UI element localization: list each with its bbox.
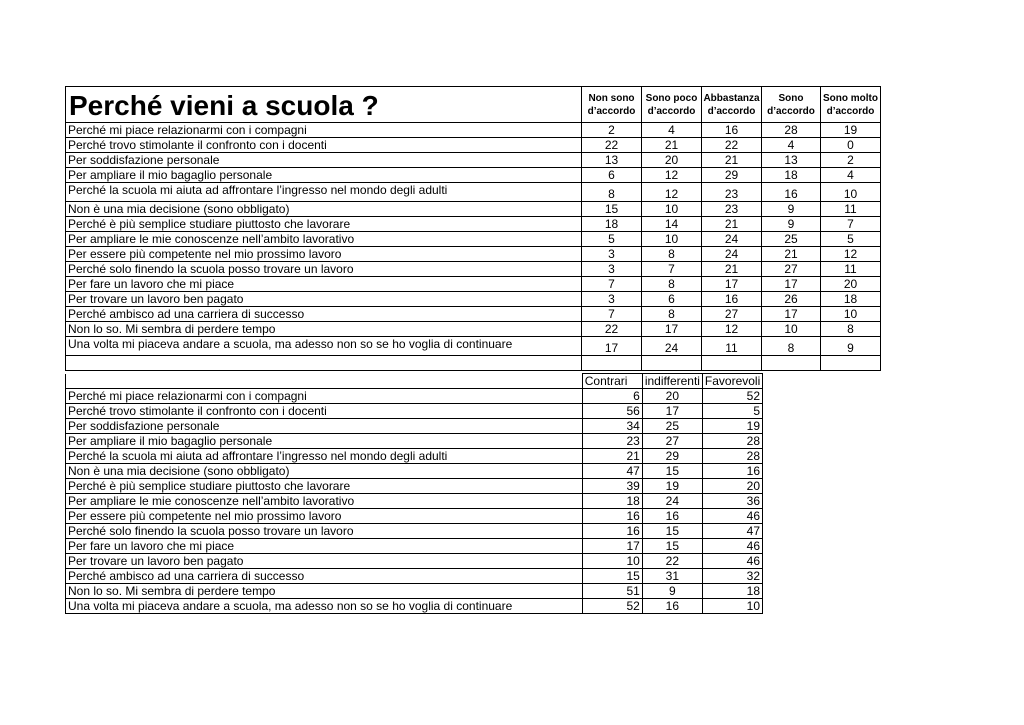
cell-value: 12 [642, 183, 702, 202]
cell-value: 18 [821, 292, 881, 307]
cell-value: 7 [582, 307, 642, 322]
empty-cell [762, 356, 821, 371]
cell-value: 23 [702, 183, 762, 202]
page-title: Perché vieni a scuola ? [66, 87, 582, 123]
summary-cell-value: 47 [702, 524, 762, 539]
table-row [66, 168, 881, 183]
summary-cell-value: 16 [582, 524, 642, 539]
blank-row [66, 356, 881, 371]
table-row [66, 232, 881, 247]
summary-cell-value: 23 [582, 434, 642, 449]
empty-cell [702, 356, 762, 371]
table-row [66, 322, 881, 337]
cell-value: 22 [702, 138, 762, 153]
column-header: Sono poco d’accordo [642, 87, 702, 123]
summary-cell-value: 51 [582, 584, 642, 599]
row-label: Per fare un lavoro che mi piace [66, 277, 582, 292]
cell-value: 0 [821, 138, 881, 153]
table-row [66, 277, 881, 292]
cell-value: 18 [762, 168, 821, 183]
row-label: Per soddisfazione personale [66, 153, 582, 168]
summary-cell-value: 28 [702, 449, 762, 464]
row-label: Non lo so. Mi sembra di perdere tempo [66, 322, 582, 337]
cell-value: 26 [762, 292, 821, 307]
summary-row [66, 494, 763, 509]
cell-value: 17 [702, 277, 762, 292]
table-row [66, 292, 881, 307]
summary-cell-value: 39 [582, 479, 642, 494]
summary-row [66, 509, 763, 524]
cell-value: 8 [642, 277, 702, 292]
summary-cell-value: 46 [702, 554, 762, 569]
summary-cell-value: 16 [582, 509, 642, 524]
summary-row [66, 449, 763, 464]
summary-table [65, 373, 763, 614]
summary-cell-value: 15 [642, 524, 702, 539]
summary-cell-value: 36 [702, 494, 762, 509]
summary-row [66, 524, 763, 539]
column-header: Sono molto d’accordo [821, 87, 881, 123]
table-row [66, 307, 881, 322]
summary-cell-value: 15 [642, 539, 702, 554]
summary-row [66, 584, 763, 599]
row-label: Per ampliare il mio bagaglio personale [66, 168, 582, 183]
summary-column-header: indifferenti [642, 374, 702, 389]
cell-value: 6 [642, 292, 702, 307]
column-header: Sono d’accordo [762, 87, 821, 123]
cell-value: 8 [642, 307, 702, 322]
summary-cell-value: 47 [582, 464, 642, 479]
cell-value: 10 [821, 183, 881, 202]
summary-cell-value: 10 [582, 554, 642, 569]
summary-row [66, 404, 763, 419]
summary-cell-value: 52 [582, 599, 642, 614]
cell-value: 21 [702, 153, 762, 168]
summary-row [66, 479, 763, 494]
cell-value: 10 [642, 202, 702, 217]
cell-value: 12 [642, 168, 702, 183]
summary-row [66, 554, 763, 569]
cell-value: 10 [821, 307, 881, 322]
summary-row-label: Per essere più competente nel mio prossimo lavoro [66, 509, 583, 524]
empty-cell [642, 356, 702, 371]
summary-row [66, 419, 763, 434]
cell-value: 19 [821, 123, 881, 138]
row-label: Perché la scuola mi aiuta ad affrontare l’ingresso nel mondo degli adulti [66, 183, 582, 202]
cell-value: 17 [762, 277, 821, 292]
cell-value: 2 [821, 153, 881, 168]
cell-value: 10 [642, 232, 702, 247]
cell-value: 11 [821, 202, 881, 217]
table-row [66, 217, 881, 232]
cell-value: 21 [642, 138, 702, 153]
cell-value: 29 [702, 168, 762, 183]
summary-cell-value: 34 [582, 419, 642, 434]
summary-row-label: Per ampliare le mie conoscenze nell’ambito lavorativo [66, 494, 583, 509]
cell-value: 7 [821, 217, 881, 232]
cell-value: 24 [702, 247, 762, 262]
summary-cell-value: 29 [642, 449, 702, 464]
cell-value: 24 [702, 232, 762, 247]
cell-value: 9 [821, 337, 881, 356]
cell-value: 9 [762, 217, 821, 232]
summary-cell-value: 16 [702, 464, 762, 479]
summary-cell-value: 10 [702, 599, 762, 614]
summary-row-label: Perché trovo stimolante il confronto con i docenti [66, 404, 583, 419]
summary-column-header: Favorevoli [702, 374, 762, 389]
cell-value: 3 [582, 247, 642, 262]
summary-row [66, 569, 763, 584]
summary-cell-value: 17 [582, 539, 642, 554]
summary-cell-value: 56 [582, 404, 642, 419]
summary-row-label: Perché solo finendo la scuola posso trovare un lavoro [66, 524, 583, 539]
summary-row [66, 599, 763, 614]
cell-value: 8 [642, 247, 702, 262]
cell-value: 17 [582, 337, 642, 356]
cell-value: 8 [821, 322, 881, 337]
summary-row-label: Perché ambisco ad una carriera di successo [66, 569, 583, 584]
cell-value: 4 [821, 168, 881, 183]
table-row [66, 262, 881, 277]
row-label: Non è una mia decisione (sono obbligato) [66, 202, 582, 217]
summary-row-label: Una volta mi piaceva andare a scuola, ma adesso non so se ho voglia di continuare [66, 599, 583, 614]
cell-value: 8 [582, 183, 642, 202]
cell-value: 16 [762, 183, 821, 202]
cell-value: 3 [582, 262, 642, 277]
summary-row-label: Per soddisfazione personale [66, 419, 583, 434]
summary-row-label: Perché è più semplice studiare piuttosto che lavorare [66, 479, 583, 494]
survey-header-row [66, 87, 881, 123]
row-label: Per trovare un lavoro ben pagato [66, 292, 582, 307]
cell-value: 9 [762, 202, 821, 217]
cell-value: 16 [702, 123, 762, 138]
cell-value: 3 [582, 292, 642, 307]
summary-cell-value: 6 [582, 389, 642, 404]
empty-cell [821, 356, 881, 371]
summary-column-header: Contrari [582, 374, 642, 389]
survey-table [65, 86, 881, 371]
summary-cell-value: 17 [642, 404, 702, 419]
summary-cell-value: 18 [582, 494, 642, 509]
summary-row-label: Per trovare un lavoro ben pagato [66, 554, 583, 569]
cell-value: 17 [762, 307, 821, 322]
cell-value: 17 [642, 322, 702, 337]
summary-header-empty [66, 374, 583, 389]
summary-cell-value: 25 [642, 419, 702, 434]
summary-cell-value: 16 [642, 599, 702, 614]
summary-row [66, 539, 763, 554]
cell-value: 21 [702, 262, 762, 277]
summary-cell-value: 16 [642, 509, 702, 524]
cell-value: 10 [762, 322, 821, 337]
summary-cell-value: 5 [702, 404, 762, 419]
cell-value: 7 [582, 277, 642, 292]
cell-value: 22 [582, 138, 642, 153]
column-header: Non sono d’accordo [582, 87, 642, 123]
summary-row-label: Per fare un lavoro che mi piace [66, 539, 583, 554]
summary-cell-value: 32 [702, 569, 762, 584]
empty-cell [66, 356, 582, 371]
cell-value: 22 [582, 322, 642, 337]
cell-value: 5 [582, 232, 642, 247]
row-label: Perché trovo stimolante il confronto con i docenti [66, 138, 582, 153]
cell-value: 27 [762, 262, 821, 277]
cell-value: 4 [642, 123, 702, 138]
summary-cell-value: 52 [702, 389, 762, 404]
cell-value: 28 [762, 123, 821, 138]
summary-row [66, 464, 763, 479]
row-label: Perché mi piace relazionarmi con i compagni [66, 123, 582, 138]
summary-cell-value: 46 [702, 509, 762, 524]
cell-value: 12 [821, 247, 881, 262]
cell-value: 8 [762, 337, 821, 356]
cell-value: 11 [702, 337, 762, 356]
row-label: Perché è più semplice studiare piuttosto che lavorare [66, 217, 582, 232]
cell-value: 18 [582, 217, 642, 232]
cell-value: 21 [762, 247, 821, 262]
summary-cell-value: 28 [702, 434, 762, 449]
row-label: Perché ambisco ad una carriera di successo [66, 307, 582, 322]
cell-value: 2 [582, 123, 642, 138]
cell-value: 25 [762, 232, 821, 247]
cell-value: 14 [642, 217, 702, 232]
summary-row [66, 434, 763, 449]
table-row [66, 123, 881, 138]
summary-cell-value: 24 [642, 494, 702, 509]
cell-value: 13 [582, 153, 642, 168]
summary-row-label: Non è una mia decisione (sono obbligato) [66, 464, 583, 479]
cell-value: 4 [762, 138, 821, 153]
table-row [66, 183, 881, 202]
cell-value: 20 [821, 277, 881, 292]
summary-row [66, 389, 763, 404]
summary-cell-value: 21 [582, 449, 642, 464]
summary-cell-value: 46 [702, 539, 762, 554]
summary-cell-value: 19 [642, 479, 702, 494]
cell-value: 23 [702, 202, 762, 217]
row-label: Una volta mi piaceva andare a scuola, ma adesso non so se ho voglia di continuare [66, 337, 582, 356]
cell-value: 7 [642, 262, 702, 277]
table-row [66, 247, 881, 262]
cell-value: 27 [702, 307, 762, 322]
summary-cell-value: 31 [642, 569, 702, 584]
summary-cell-value: 19 [702, 419, 762, 434]
summary-cell-value: 15 [642, 464, 702, 479]
cell-value: 15 [582, 202, 642, 217]
table-row [66, 202, 881, 217]
summary-cell-value: 27 [642, 434, 702, 449]
summary-row-label: Per ampliare il mio bagaglio personale [66, 434, 583, 449]
summary-row-label: Perché la scuola mi aiuta ad affrontare l’ingresso nel mondo degli adulti [66, 449, 583, 464]
summary-cell-value: 18 [702, 584, 762, 599]
summary-row-label: Non lo so. Mi sembra di perdere tempo [66, 584, 583, 599]
summary-cell-value: 20 [642, 389, 702, 404]
cell-value: 12 [702, 322, 762, 337]
cell-value: 11 [821, 262, 881, 277]
empty-cell [582, 356, 642, 371]
summary-cell-value: 15 [582, 569, 642, 584]
row-label: Per essere più competente nel mio prossimo lavoro [66, 247, 582, 262]
table-row [66, 153, 881, 168]
row-label: Perché solo finendo la scuola posso trovare un lavoro [66, 262, 582, 277]
summary-row-label: Perché mi piace relazionarmi con i compagni [66, 389, 583, 404]
table-row [66, 138, 881, 153]
row-label: Per ampliare le mie conoscenze nell’ambito lavorativo [66, 232, 582, 247]
summary-cell-value: 22 [642, 554, 702, 569]
table-row [66, 337, 881, 356]
cell-value: 24 [642, 337, 702, 356]
cell-value: 13 [762, 153, 821, 168]
cell-value: 16 [702, 292, 762, 307]
summary-cell-value: 9 [642, 584, 702, 599]
summary-header-row [66, 374, 763, 389]
cell-value: 21 [702, 217, 762, 232]
summary-cell-value: 20 [702, 479, 762, 494]
cell-value: 20 [642, 153, 702, 168]
column-header: Abbastanza d’accordo [702, 87, 762, 123]
cell-value: 6 [582, 168, 642, 183]
cell-value: 5 [821, 232, 881, 247]
